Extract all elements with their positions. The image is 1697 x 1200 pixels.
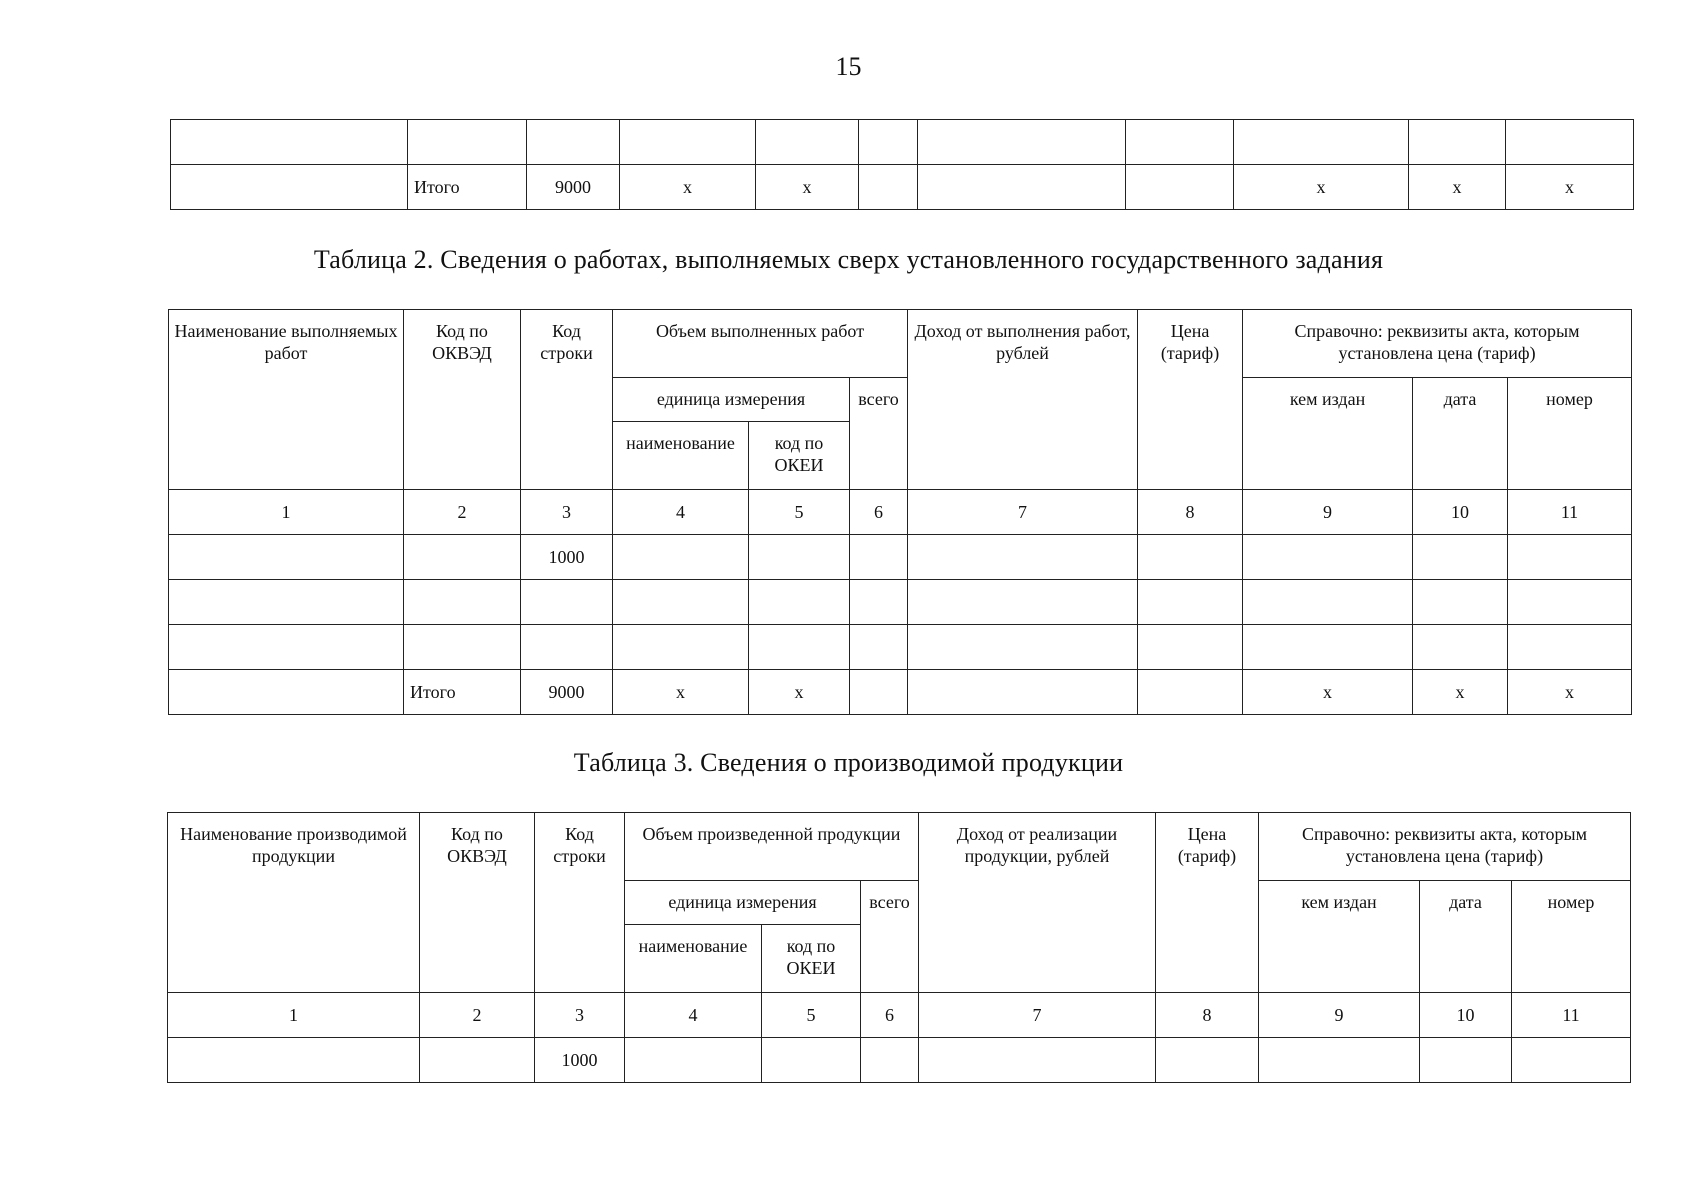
table-cell xyxy=(850,670,908,715)
table-cell xyxy=(169,625,404,670)
header-reference: Справочно: реквизиты акта, которым установлена цена (тариф) xyxy=(1243,310,1632,378)
total-label: Итого xyxy=(408,165,527,210)
header-volume: Объем выполненных работ xyxy=(613,310,908,378)
column-number: 5 xyxy=(762,993,861,1038)
total-row xyxy=(169,670,1632,715)
header-row-code: Код строки xyxy=(535,813,625,993)
header-okei: код по ОКЕИ xyxy=(762,925,861,993)
table-cell xyxy=(749,535,850,580)
table-cell xyxy=(859,120,918,165)
table-cell xyxy=(919,1038,1156,1083)
table-row xyxy=(168,1038,1631,1083)
table-cell xyxy=(1508,625,1632,670)
column-numbers-row xyxy=(168,993,1631,1038)
header-unit: единица измерения xyxy=(613,378,850,422)
table-cell xyxy=(169,670,404,715)
table-cell xyxy=(908,625,1138,670)
table-cell xyxy=(408,120,527,165)
table-row xyxy=(169,535,1632,580)
header-issued-by: кем издан xyxy=(1243,378,1413,490)
column-number: 1 xyxy=(168,993,420,1038)
table-cell xyxy=(908,670,1138,715)
column-numbers-row xyxy=(169,490,1632,535)
header-unit-name: наименование xyxy=(625,925,762,993)
table-cell xyxy=(749,625,850,670)
table-cell xyxy=(1409,120,1506,165)
table-cell: х xyxy=(1413,670,1508,715)
header-name: Наименование производимой продукции xyxy=(168,813,420,993)
table1-tail xyxy=(170,119,1634,210)
table-cell: х xyxy=(1409,165,1506,210)
header-okved: Код по ОКВЭД xyxy=(404,310,521,490)
header-price: Цена (тариф) xyxy=(1138,310,1243,490)
table-cell xyxy=(620,120,756,165)
table-cell xyxy=(908,580,1138,625)
table-cell: х xyxy=(1243,670,1413,715)
header-volume: Объем произведенной продукции xyxy=(625,813,919,881)
table-cell xyxy=(625,1038,762,1083)
column-number: 6 xyxy=(861,993,919,1038)
header-price: Цена (тариф) xyxy=(1156,813,1259,993)
table-cell xyxy=(762,1038,861,1083)
table-cell xyxy=(169,535,404,580)
column-number: 8 xyxy=(1156,993,1259,1038)
row-code-cell: 1000 xyxy=(521,535,613,580)
table3 xyxy=(167,812,1631,1083)
header-reference: Справочно: реквизиты акта, которым установлена цена (тариф) xyxy=(1259,813,1631,881)
column-number: 2 xyxy=(420,993,535,1038)
table2 xyxy=(168,309,1632,715)
table-cell xyxy=(613,580,749,625)
table-cell: х xyxy=(620,165,756,210)
total-label: Итого xyxy=(404,670,521,715)
header-issued-by: кем издан xyxy=(1259,881,1420,993)
table-cell xyxy=(1126,120,1234,165)
column-number: 9 xyxy=(1259,993,1420,1038)
total-row-code: 9000 xyxy=(527,165,620,210)
column-number: 9 xyxy=(1243,490,1413,535)
header-income: Доход от выполнения работ, рублей xyxy=(908,310,1138,490)
total-row xyxy=(171,165,1634,210)
table-cell xyxy=(850,580,908,625)
table2-caption: Таблица 2. Сведения о работах, выполняемых сверх установленного государственного задания xyxy=(313,245,1384,274)
table-cell xyxy=(861,1038,919,1083)
table-cell xyxy=(1512,1038,1631,1083)
header-unit: единица измерения xyxy=(625,881,861,925)
table-cell xyxy=(1243,580,1413,625)
row-code-cell xyxy=(521,625,613,670)
column-number: 4 xyxy=(613,490,749,535)
table-cell xyxy=(908,535,1138,580)
header-name: Наименование выполняемых работ xyxy=(169,310,404,490)
column-number: 6 xyxy=(850,490,908,535)
page-number: 15 xyxy=(835,52,862,81)
header-total: всего xyxy=(850,378,908,490)
total-row-code: 9000 xyxy=(521,670,613,715)
table3-caption: Таблица 3. Сведения о производимой продукции xyxy=(573,748,1124,777)
table-cell xyxy=(1138,580,1243,625)
header-date: дата xyxy=(1420,881,1512,993)
table-cell xyxy=(1138,535,1243,580)
table-cell xyxy=(1413,535,1508,580)
column-number: 3 xyxy=(521,490,613,535)
column-number: 5 xyxy=(749,490,850,535)
column-number: 10 xyxy=(1420,993,1512,1038)
table-cell xyxy=(850,535,908,580)
table-cell xyxy=(527,120,620,165)
table-row xyxy=(171,120,1634,165)
header-row-code: Код строки xyxy=(521,310,613,490)
table-cell xyxy=(850,625,908,670)
table-cell xyxy=(404,625,521,670)
table-cell xyxy=(1138,670,1243,715)
header-total: всего xyxy=(861,881,919,993)
column-number: 10 xyxy=(1413,490,1508,535)
table-cell xyxy=(171,120,408,165)
header-okved: Код по ОКВЭД xyxy=(420,813,535,993)
table-cell: х xyxy=(756,165,859,210)
table-cell: х xyxy=(749,670,850,715)
column-number: 3 xyxy=(535,993,625,1038)
table-cell xyxy=(613,625,749,670)
table-cell xyxy=(1508,535,1632,580)
table-cell xyxy=(1413,625,1508,670)
column-number: 11 xyxy=(1508,490,1632,535)
header-number: номер xyxy=(1508,378,1632,490)
column-number: 11 xyxy=(1512,993,1631,1038)
table-cell xyxy=(1234,120,1409,165)
table-cell xyxy=(404,535,521,580)
table-cell xyxy=(1126,165,1234,210)
table-cell xyxy=(171,165,408,210)
table-cell: х xyxy=(1506,165,1634,210)
column-number: 8 xyxy=(1138,490,1243,535)
table-cell xyxy=(613,535,749,580)
column-number: 7 xyxy=(919,993,1156,1038)
column-number: 1 xyxy=(169,490,404,535)
table-cell xyxy=(404,580,521,625)
table-cell: х xyxy=(613,670,749,715)
column-number: 7 xyxy=(908,490,1138,535)
table-row xyxy=(169,580,1632,625)
table-cell xyxy=(1259,1038,1420,1083)
table-cell xyxy=(1138,625,1243,670)
table-cell xyxy=(1156,1038,1259,1083)
column-number: 4 xyxy=(625,993,762,1038)
table-cell xyxy=(168,1038,420,1083)
header-income: Доход от реализации продукции, рублей xyxy=(919,813,1156,993)
table-cell xyxy=(420,1038,535,1083)
row-code-cell xyxy=(521,580,613,625)
header-date: дата xyxy=(1413,378,1508,490)
table-cell xyxy=(1413,580,1508,625)
table-cell xyxy=(859,165,918,210)
table-cell xyxy=(1243,535,1413,580)
row-code-cell: 1000 xyxy=(535,1038,625,1083)
table-cell xyxy=(918,165,1126,210)
table-row xyxy=(169,625,1632,670)
header-unit-name: наименование xyxy=(613,422,749,490)
table-cell xyxy=(1420,1038,1512,1083)
table-cell xyxy=(1243,625,1413,670)
column-number: 2 xyxy=(404,490,521,535)
table-cell xyxy=(749,580,850,625)
header-okei: код по ОКЕИ xyxy=(749,422,850,490)
table-cell: х xyxy=(1234,165,1409,210)
table-cell xyxy=(1506,120,1634,165)
table-cell xyxy=(756,120,859,165)
table-cell xyxy=(169,580,404,625)
table-cell: х xyxy=(1508,670,1632,715)
table-cell xyxy=(918,120,1126,165)
header-number: номер xyxy=(1512,881,1631,993)
table-cell xyxy=(1508,580,1632,625)
